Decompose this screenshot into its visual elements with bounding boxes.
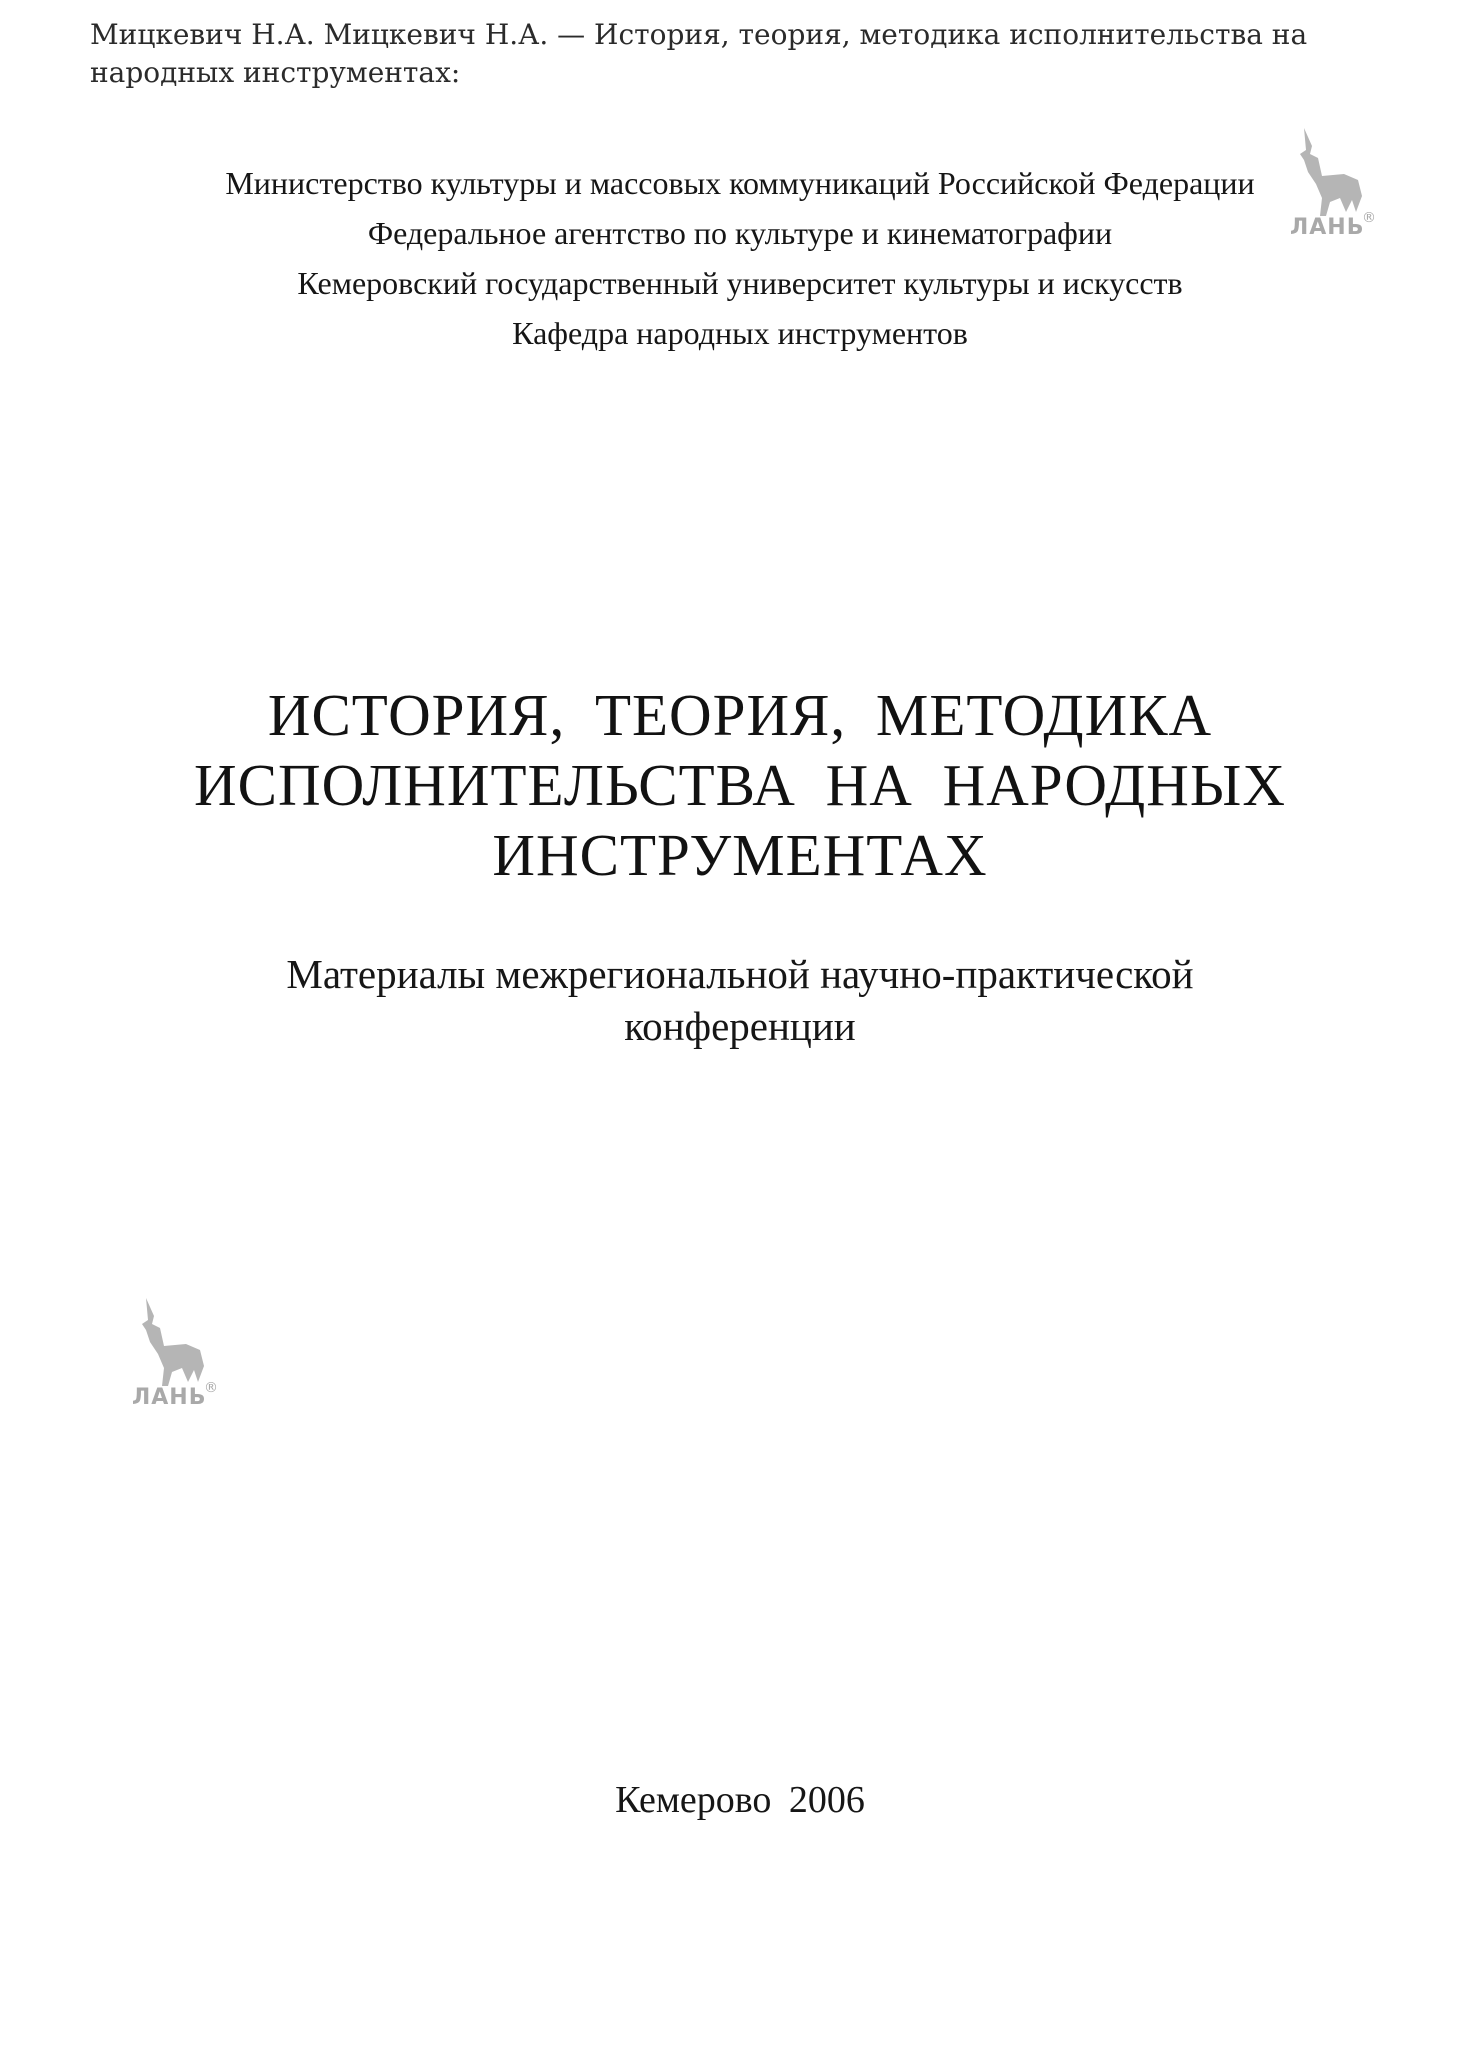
institutions-block [0,158,1457,358]
subtitle-line-1: Материалы межрегиональной научно-практической [286,951,1194,997]
registered-mark-icon: ® [204,1380,218,1396]
title-line-1: ИСТОРИЯ, ТЕОРИЯ, МЕТОДИКА [267,682,1213,748]
publisher-logo-text: ЛАНЬ [1290,215,1365,240]
institution-department: Кафедра народных инструментов [512,315,968,351]
institution-ministry: Министерство культуры и массовых коммуникаций Российской Федерации [225,165,1255,201]
title-line-2: ИСПОЛНИТЕЛЬСТВА НА НАРОДНЫХ [194,752,1286,818]
publisher-watermark-left [124,1290,218,1410]
imprint-place-year: Кемерово 2006 [615,1779,865,1821]
title-line-3: ИНСТРУМЕНТАХ [492,822,988,888]
publisher-logo-text: ЛАНЬ [132,1385,207,1410]
subtitle-line-2: конференции [624,1003,856,1049]
institution-agency: Федеральное агентство по культуре и кинематографии [367,215,1113,251]
book-title [0,680,1457,890]
institution-university: Кемеровский государственный университет культуры и искусств [297,265,1183,301]
citation-header: Мицкевич Н.А. Мицкевич Н.А. — История, теория, методика исполнительства на народных инструментах: [90,18,1308,89]
registered-mark-icon: ® [1362,210,1376,226]
book-subtitle [0,948,1457,1052]
